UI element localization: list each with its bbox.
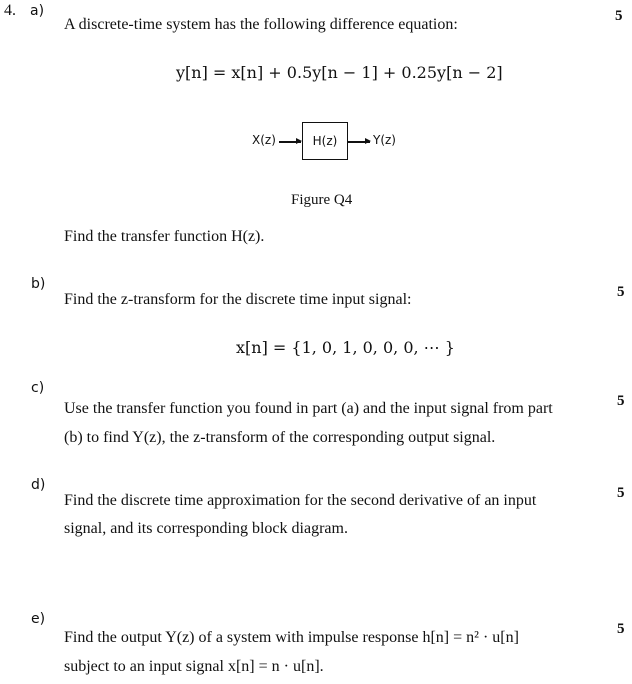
diagram-input-arrow — [279, 141, 301, 143]
part-d-line-2: signal, and its corresponding block diagram. — [64, 520, 348, 537]
part-b-equation: x[n] = {1, 0, 1, 0, 0, 0, ⋯ } — [236, 338, 455, 357]
part-e-label: e) — [31, 611, 46, 627]
part-e-marks: 5 — [617, 621, 625, 637]
part-a-label: a) — [30, 3, 45, 19]
part-b-marks: 5 — [617, 284, 625, 300]
part-e-line-1: Find the output Y(z) of a system with impulse response h[n] = n² · u[n] — [64, 629, 519, 646]
part-c-line-1: Use the transfer function you found in part (a) and the input signal from part — [64, 400, 553, 417]
question-number: 4. — [4, 2, 16, 19]
part-c-line-2: (b) to find Y(z), the z-transform of the corresponding output signal. — [64, 429, 496, 446]
figure-caption: Figure Q4 — [291, 192, 353, 208]
part-a-marks: 5 — [615, 8, 623, 24]
part-a-task: Find the transfer function H(z). — [64, 228, 265, 245]
diagram-block — [302, 122, 348, 160]
part-d-label: d) — [31, 477, 46, 493]
part-e-line-2: subject to an input signal x[n] = n · u[n]. — [64, 658, 324, 675]
diagram-input-label: X(z) — [252, 133, 276, 147]
part-a-intro: A discrete-time system has the following difference equation: — [64, 16, 458, 33]
part-d-line-1: Find the discrete time approximation for the second derivative of an input — [64, 492, 537, 509]
part-a-equation: y[n] = x[n] + 0.5y[n − 1] + 0.25y[n − 2] — [176, 63, 503, 82]
part-b-text: Find the z-transform for the discrete time input signal: — [64, 291, 412, 308]
part-b-label: b) — [31, 276, 46, 292]
part-d-marks: 5 — [617, 485, 625, 501]
diagram-block-label: H(z) — [312, 134, 338, 148]
diagram-output-label: Y(z) — [373, 133, 396, 147]
part-c-marks: 5 — [617, 393, 625, 409]
diagram-output-arrow — [348, 141, 370, 143]
part-c-label: c) — [31, 380, 45, 396]
